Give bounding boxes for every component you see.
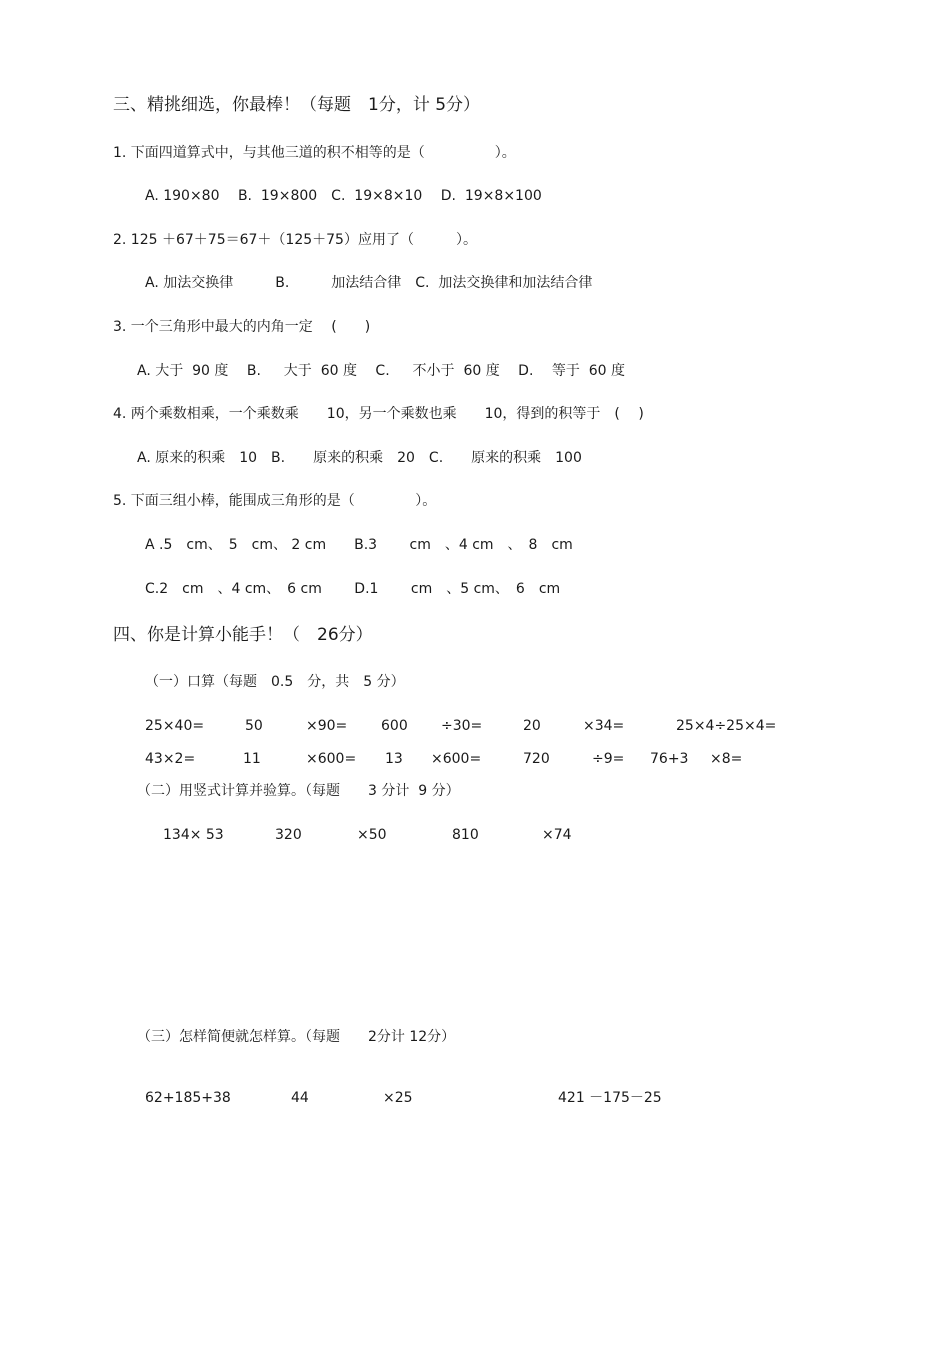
calc-item: 20 (523, 718, 541, 734)
q3-stem: 3. 一个三角形中最大的内角一定 ( ) (113, 319, 371, 335)
calc-item: 13 (385, 751, 403, 767)
part2-title: （二）用竖式计算并验算。（每题 3 分计 9 分） (137, 783, 460, 799)
q5-options-cd: C.2 cm 、4 cm、 6 cm D.1 cm 、5 cm、 6 cm (145, 581, 561, 597)
vertical-calc-item: 134× 53 (163, 827, 224, 843)
calc-item: 76+3 (650, 751, 689, 767)
calc-item: ×90= (306, 718, 348, 734)
q5-options-ab: A .5 cm、 5 cm、 2 cm B.3 cm 、4 cm 、 8 cm (145, 537, 573, 553)
calc-item: ×600= (306, 751, 357, 767)
vertical-calc-item: ×74 (542, 827, 572, 843)
section-3-title: 三、精挑细选，你最棒！（每题 1分，计 5分） (113, 95, 481, 115)
calc-item: 25×40= (145, 718, 205, 734)
q5-stem: 5. 下面三组小棒，能围成三角形的是（ ）。 (113, 493, 437, 509)
simplify-calc-item: 44 (291, 1090, 309, 1106)
q4-options: A. 原来的积乘 10 B. 原来的积乘 20 C. 原来的积乘 100 (137, 450, 582, 466)
calc-item: 600 (381, 718, 408, 734)
vertical-calc-item: 320 (275, 827, 302, 843)
vertical-calc-item: 810 (452, 827, 479, 843)
calc-item: ×34= (583, 718, 625, 734)
section-4-title: 四、你是计算小能手！（ 26分） (113, 625, 373, 645)
simplify-calc-item: ×25 (383, 1090, 413, 1106)
q1-stem: 1. 下面四道算式中，与其他三道的积不相等的是（ ）。 (113, 145, 516, 161)
part1-title: （一）口算（每题 0.5 分，共 5 分） (145, 674, 405, 690)
q2-options: A. 加法交换律 B. 加法结合律 C. 加法交换律和加法结合律 (145, 275, 593, 291)
simplify-calc-item: 421 －175－25 (558, 1090, 662, 1106)
calc-item: 25×4÷25×4= (676, 718, 777, 734)
calc-item: 50 (245, 718, 263, 734)
calc-item: 43×2= (145, 751, 196, 767)
calc-item: 11 (243, 751, 261, 767)
calc-item: ÷30= (441, 718, 483, 734)
q3-options: A. 大于 90 度 B. 大于 60 度 C. 不小于 60 度 D. 等于 60 度 (137, 363, 626, 379)
q2-stem: 2. 125 ＋67＋75＝67＋（125＋75）应用了（ ）。 (113, 232, 477, 248)
calc-item: ×600= (431, 751, 482, 767)
vertical-calc-item: ×50 (357, 827, 387, 843)
q4-stem: 4. 两个乘数相乘，一个乘数乘 10，另一个乘数也乘 10，得到的积等于 ( ) (113, 406, 644, 422)
calc-item: ÷9= (592, 751, 625, 767)
part3-title: （三）怎样简便就怎样算。（每题 2分计 12分） (137, 1029, 456, 1045)
simplify-calc-item: 62+185+38 (145, 1090, 231, 1106)
calc-item: 720 (523, 751, 550, 767)
calc-item: ×8= (710, 751, 743, 767)
q1-options: A. 190×80 B. 19×800 C. 19×8×10 D. 19×8×100 (145, 188, 542, 204)
